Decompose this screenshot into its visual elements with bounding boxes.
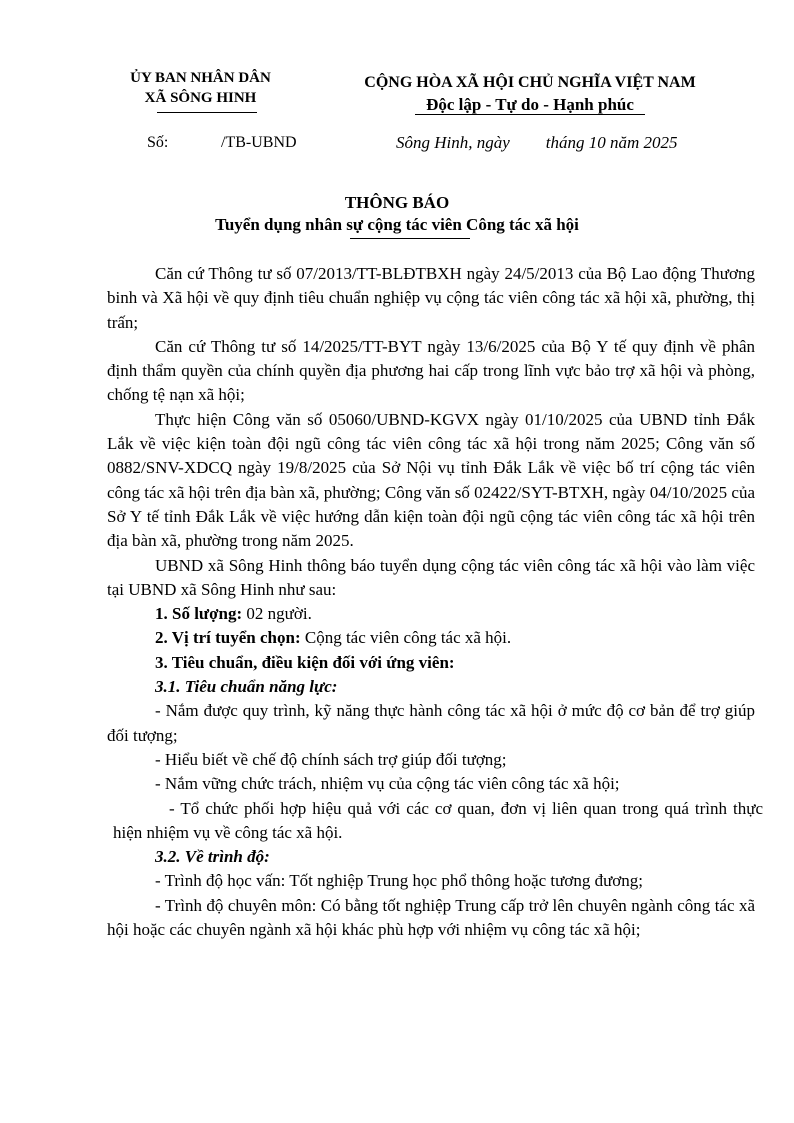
nation-name: CỘNG HÒA XÃ HỘI CHỦ NGHĨA VIỆT NAM (364, 74, 696, 91)
section-position (107, 626, 755, 650)
competency-item: - Nắm vững chức trách, nhiệm vụ của cộng tác viên công tác xã hội; (155, 774, 620, 794)
paragraph-implementation: Thực hiện Công văn số 05060/UBND-KGVX ngày 01/10/2025 của UBND tỉnh Đắk Lắk về việc kiện toàn đội ngũ công tác viên công tác xã hội trong năm 2025; Công văn số 0882/SNV-XDCQ ngày 19/8/2025 của Sở Nội vụ tỉnh Đắk Lắk về việc bố trí cộng tác viên công tác xã hội trên địa bàn xã, phường; Công văn số 02422/SYT-BTXH, ngày 04/10/2025 của Sở Y tế tỉnh Đắk Lắk về việc hướng dẫn kiện toàn đội ngũ cộng tác viên công tác xã hội trên địa bàn xã, phường trong năm 2025. (107, 409, 755, 551)
subsection-qualification-heading: 3.2. Về trình độ: (155, 847, 270, 867)
document-title (0, 192, 794, 236)
competency-item: - Hiểu biết về chế độ chính sách trợ giúp đối tượng; (155, 749, 507, 769)
motto-underline (415, 114, 645, 115)
competency-item: - Tổ chức phối hợp hiệu quả với các cơ quan, đơn vị liên quan trong quá trình thực hiện nhiệm vụ về công tác xã hội. (113, 798, 763, 842)
doc-number-suffix: /TB-UBND (221, 134, 297, 151)
authority-underline (157, 112, 257, 113)
doc-number-label: Số: (147, 134, 169, 151)
issuing-authority (108, 68, 293, 108)
section-quantity (107, 602, 755, 626)
paragraph-legal-basis-2: Căn cứ Thông tư số 14/2025/TT-BYT ngày 13/6/2025 của Bộ Y tế quy định về phân định thẩm quyền của chính quyền địa phương hai cấp trong lĩnh vực bảo trợ xã hội và phòng, chống tệ nạn xã hội; (107, 336, 755, 405)
document-body (107, 262, 763, 942)
national-heading (336, 72, 724, 116)
qualification-item: - Trình độ chuyên môn: Có bằng tốt nghiệp Trung cấp trở lên chuyên ngành công tác xã hội hoặc các chuyên ngành xã hội khác phù hợp với nhiệm vụ công tác xã hội; (107, 895, 755, 940)
date-rest: tháng 10 năm 2025 (545, 133, 678, 152)
title-main: THÔNG BÁO (344, 193, 450, 212)
subsection-competency-heading: 3.1. Tiêu chuẩn năng lực: (155, 677, 338, 697)
qualification-item: - Trình độ học vấn: Tốt nghiệp Trung học phổ thông hoặc tương đương; (155, 871, 644, 891)
authority-line-2: XÃ SÔNG HINH (144, 90, 257, 106)
quantity-value: 02 người. (242, 604, 312, 624)
quantity-label: 1. Số lượng: (155, 604, 243, 624)
competency-item: - Nắm được quy trình, kỹ năng thực hành công tác xã hội ở mức độ cơ bản để trợ giúp đối tượng; (107, 701, 755, 745)
position-value: Cộng tác viên công tác xã hội. (300, 628, 512, 648)
paragraph-announcement: UBND xã Sông Hinh thông báo tuyển dụng cộng tác viên công tác xã hội vào làm việc tại UBND xã Sông Hinh như sau: (107, 555, 755, 599)
doc-date (396, 133, 678, 153)
date-place: Sông Hinh, ngày (396, 133, 510, 152)
position-label: 2. Vị trí tuyển chọn: (155, 628, 301, 648)
national-motto: Độc lập - Tự do - Hạnh phúc (426, 95, 634, 114)
authority-line-1: ỦY BAN NHÂN DÂN (130, 70, 271, 86)
title-subject: Tuyển dụng nhân sự cộng tác viên Công tác xã hội (215, 215, 579, 234)
title-underline (350, 238, 470, 239)
paragraph-legal-basis-1: Căn cứ Thông tư số 07/2013/TT-BLĐTBXH ngày 24/5/2013 của Bộ Lao động Thương binh và Xã hội về quy định tiêu chuẩn nghiệp vụ cộng tác viên công tác xã hội xã, phường, thị trấn; (107, 264, 755, 332)
section-criteria-heading: 3. Tiêu chuẩn, điều kiện đối với ứng viên: (155, 652, 455, 672)
